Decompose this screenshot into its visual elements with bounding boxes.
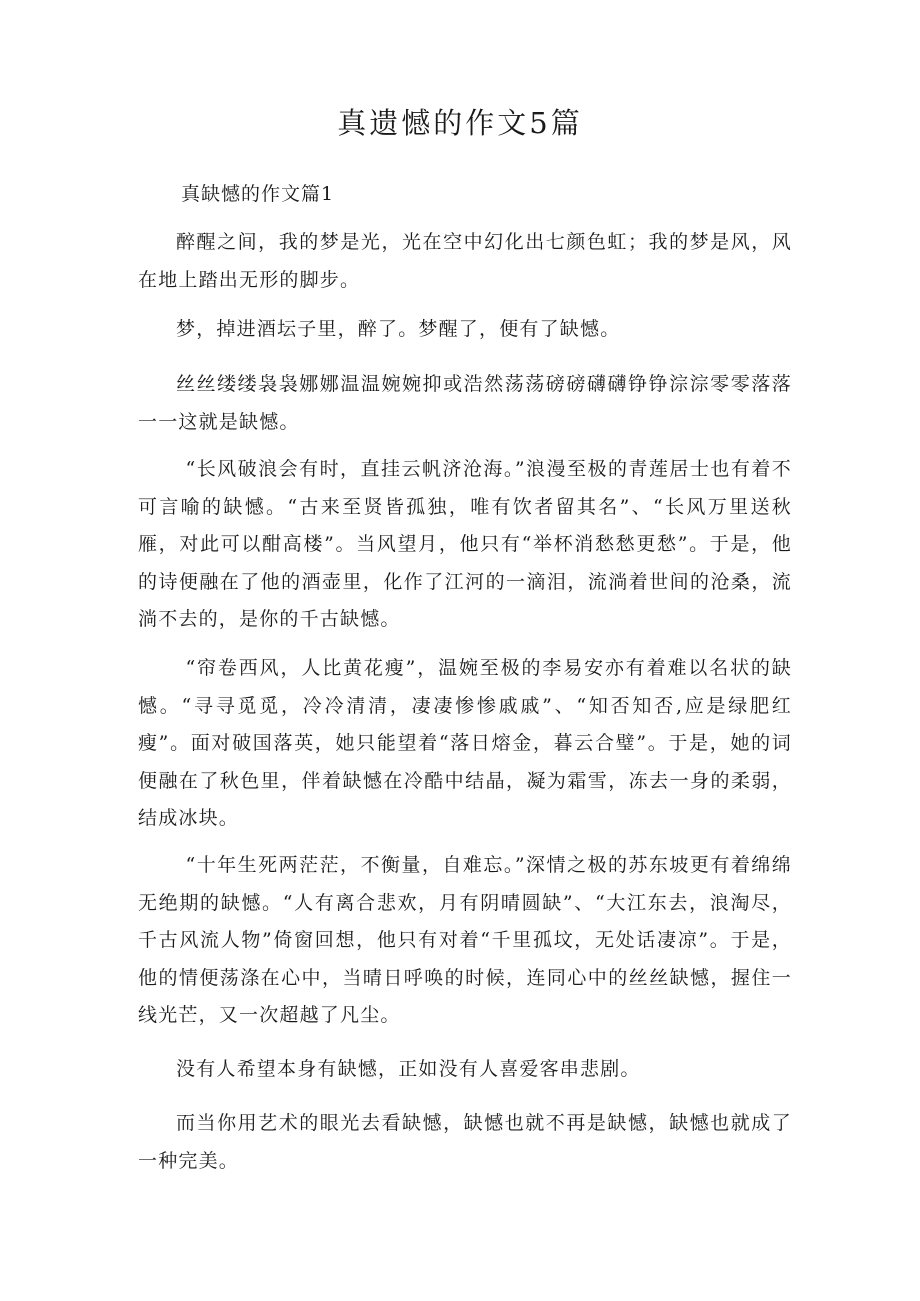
- paragraph: “十年生死两茫茫，不衡量，自难忘。”深情之极的苏东坡更有着绵绵无绝期的缺憾。“人有离合悲欢，月有阴晴圆缺”、“大江东去，浪淘尽，千古风流人物”倚窗回想，他只有对着“千里孤坟，无处话凄凉”。于是，他的情便荡涤在心中，当晴日呼唤的时候，连同心中的丝丝缺憾，握住一线光芒，又一次超越了凡尘。: [138, 854, 792, 1026]
- paragraph: 梦，掉进酒坛子里，醉了。梦醒了，便有了缺憾。: [176, 318, 621, 340]
- section-title: 真缺憾的作文篇1: [181, 183, 335, 205]
- paragraph: 丝丝缕缕袅袅娜娜温温婉婉抑或浩然荡荡磅磅礴礴铮铮淙淙零零落落一一这就是缺憾。: [138, 373, 792, 433]
- document-title: 真遗憾的作文5篇: [337, 106, 583, 140]
- paragraph: 醉醒之间，我的梦是光，光在空中幻化出七颜色虹；我的梦是风，风在地上踏出无形的脚步。: [138, 231, 792, 291]
- paragraph: “帘卷西风，人比黄花瘦”，温婉至极的李易安亦有着难以名状的缺憾。“寻寻觅觅，冷冷清清，凄凄惨惨戚戚”、“知否知否,应是绿肥红瘦”。面对破国落英，她只能望着“落日熔金，暮云合璧”。于是，她的词便融在了秋色里，伴着缺憾在冷酷中结晶，凝为霜雪，冻去一身的柔弱，结成冰块。: [138, 657, 792, 829]
- paragraph: 而当你用艺术的眼光去看缺憾，缺憾也就不再是缺憾，缺憾也就成了一种完美。: [138, 1112, 792, 1172]
- paragraph: “长风破浪会有时，直挂云帆济沧海。”浪漫至极的青莲居士也有着不可言喻的缺憾。“古来至贤皆孤独，唯有饮者留其名”、“长风万里送秋雁，对此可以酣高楼”。当风望月，他只有“举杯消愁愁更愁”。于是，他的诗便融在了他的酒壶里，化作了江河的一滴泪，流淌着世间的沧桑，流淌不去的，是你的千古缺憾。: [138, 458, 792, 630]
- paragraph: 没有人希望本身有缺憾，正如没有人喜爱客串悲剧。: [176, 1058, 641, 1080]
